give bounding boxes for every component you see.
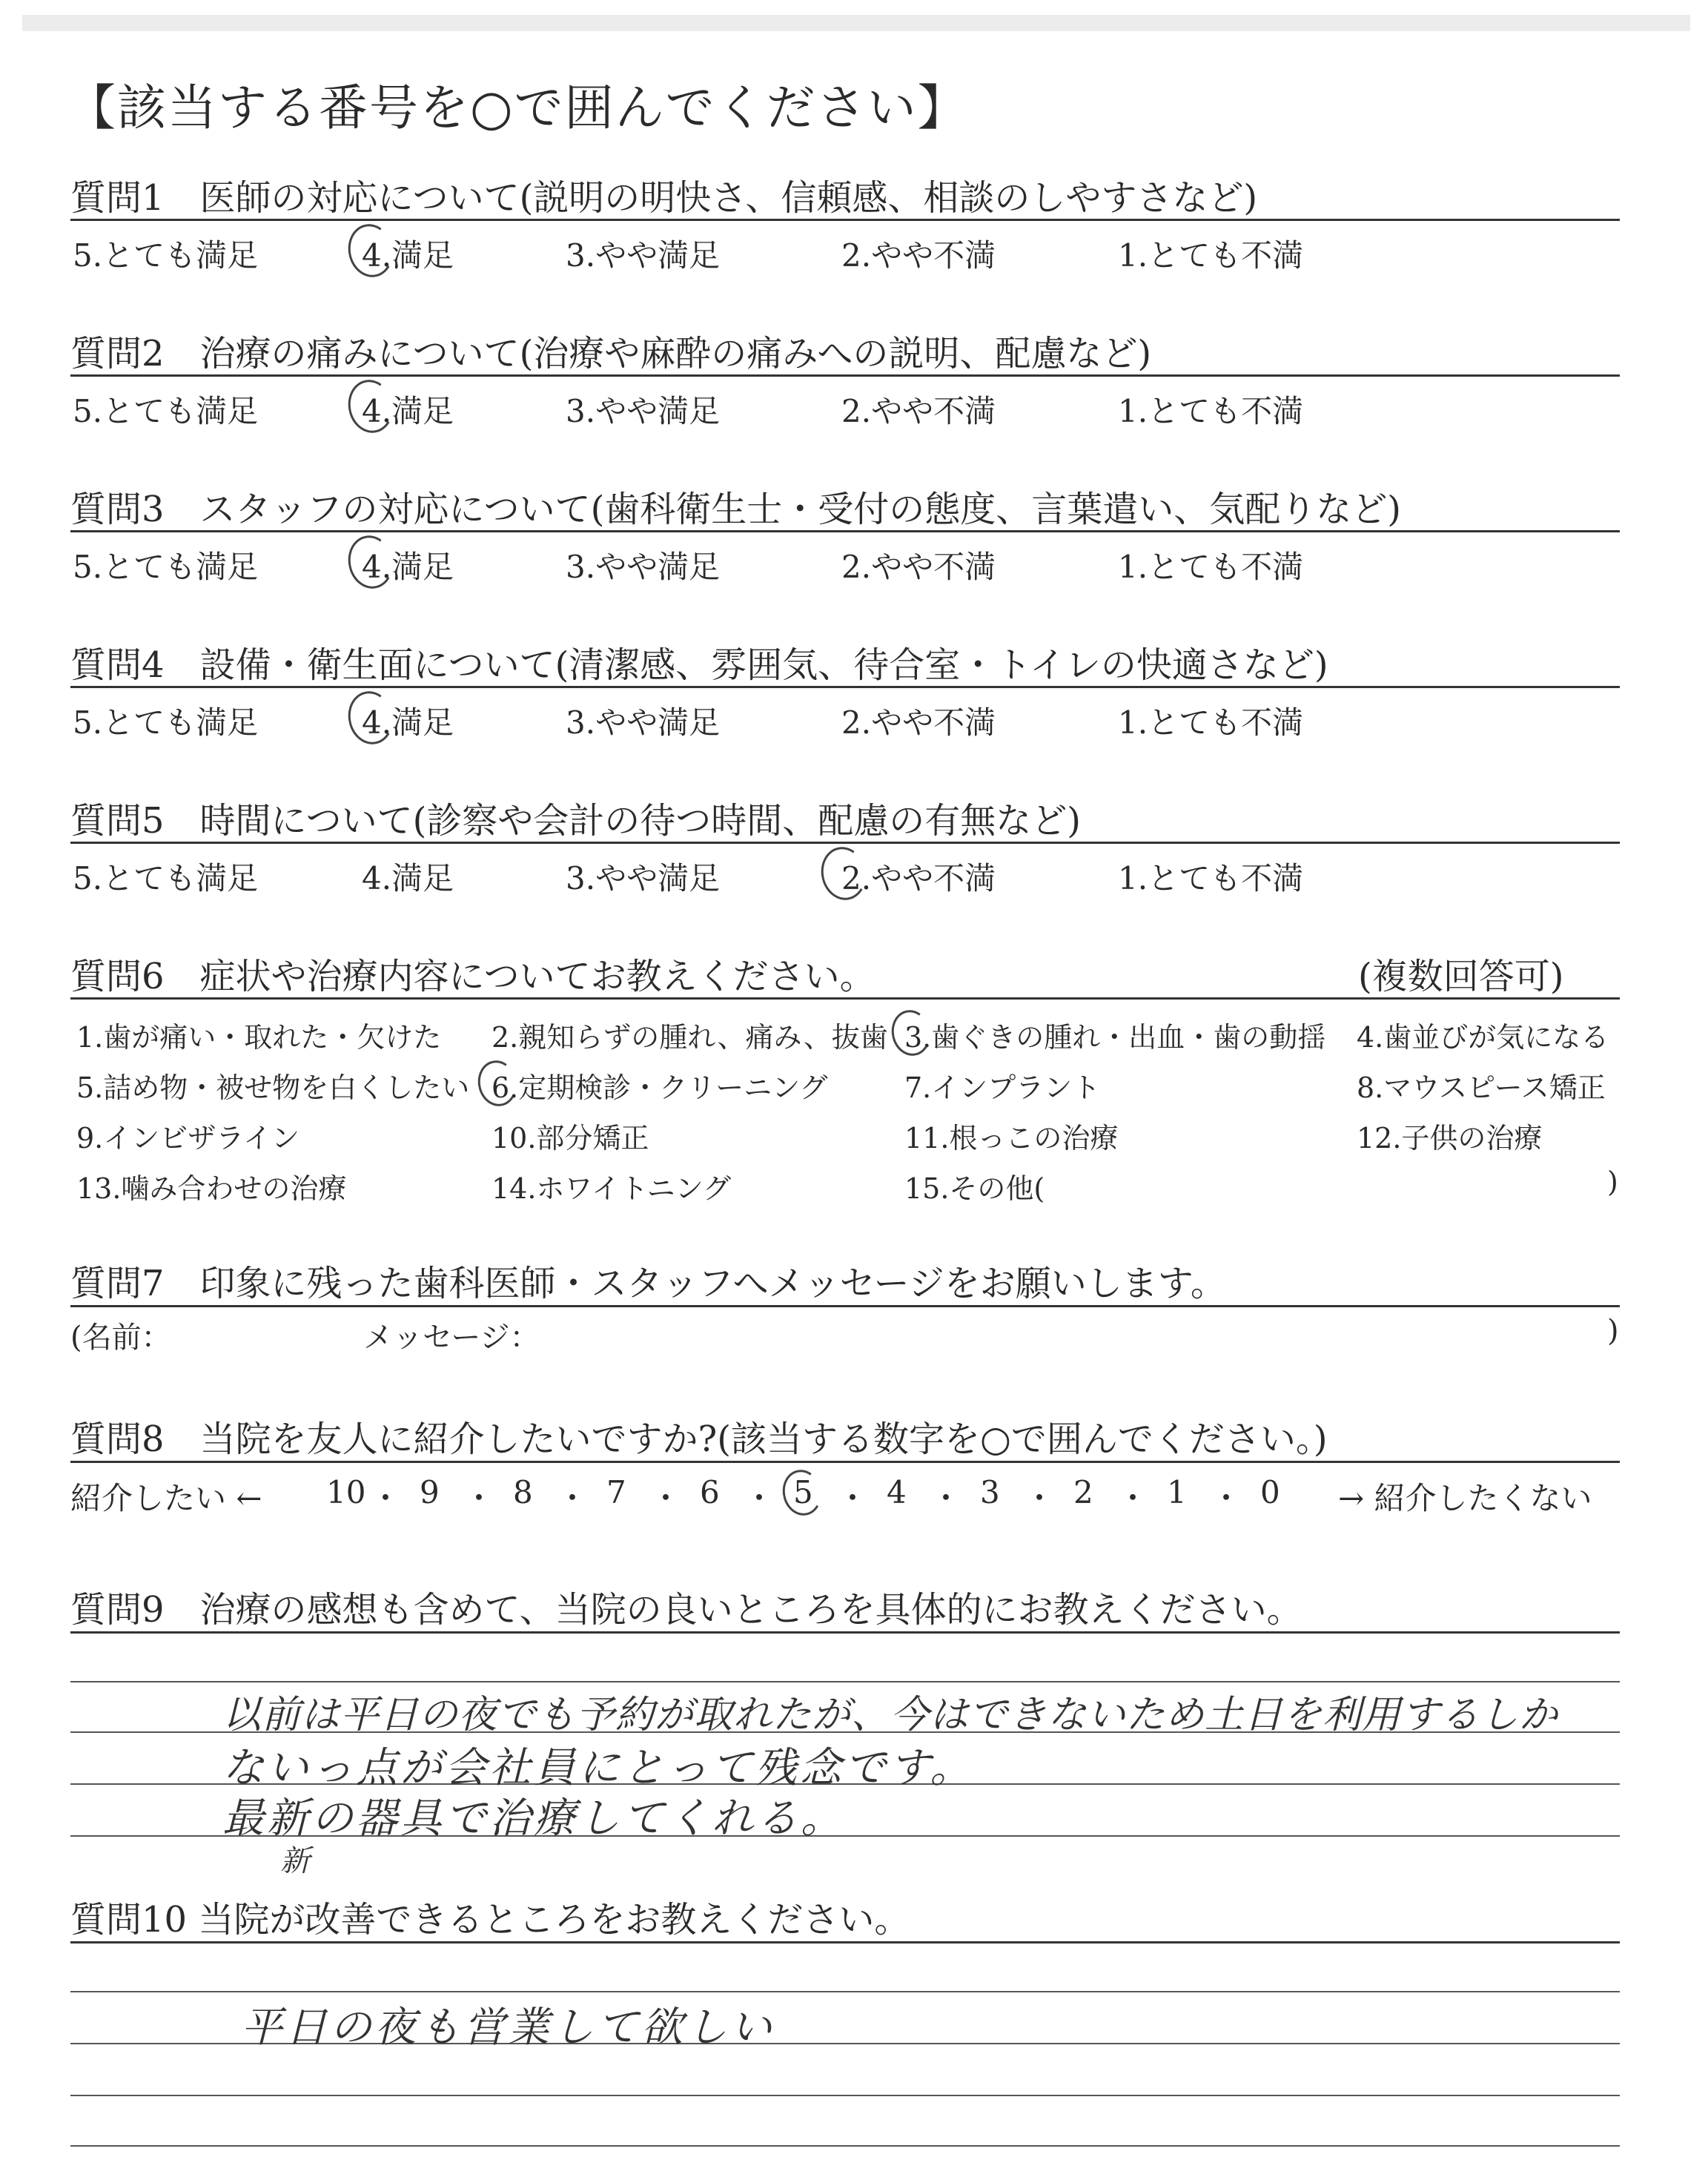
q4-option-4[interactable]: 4.満足 [362, 704, 454, 741]
multiple-answers-note: (複数回答可) [1358, 956, 1564, 997]
divider [70, 686, 1620, 688]
scale-separator-dot: ・ [1211, 1480, 1242, 1516]
q6-option-5[interactable]: 5.詰め物・被せ物を白くしたい [76, 1071, 470, 1104]
question-5-title: 質問5 時間について(診察や会計の待つ時間、配慮の有無など) [70, 800, 1082, 842]
other-close-paren: ) [1607, 1166, 1618, 1198]
q1-option-3[interactable]: 3.やや満足 [566, 237, 721, 274]
q5-option-5[interactable]: 5.とても満足 [73, 860, 259, 896]
q1-option-5[interactable]: 5.とても満足 [73, 237, 259, 274]
q1-option-2[interactable]: 2.やや不満 [841, 237, 996, 274]
handwritten-answer-line: ないっ点が会社員にとって残念です。 [222, 1744, 975, 1792]
recommend-score-0[interactable]: 0 [1260, 1474, 1280, 1510]
q5-option-1[interactable]: 1.とても不満 [1118, 860, 1304, 896]
divider [70, 997, 1620, 1000]
selection-circle [778, 1466, 826, 1519]
scale-separator-dot: ・ [650, 1480, 682, 1516]
recommend-score-3[interactable]: 3 [980, 1474, 1000, 1510]
message-label: メッセージ： [363, 1321, 540, 1355]
scale-separator-dot: ・ [930, 1480, 962, 1516]
q3-option-4[interactable]: 4.満足 [362, 549, 454, 585]
divider [70, 1631, 1620, 1634]
q6-option-9[interactable]: 9.インビザライン [76, 1122, 300, 1155]
divider [70, 1461, 1620, 1463]
divider [70, 374, 1620, 377]
close-paren: ) [1607, 1314, 1619, 1348]
question-9-title: 質問9 治療の感想も含めて、当院の良いところを具体的にお教えください。 [70, 1589, 1302, 1631]
q1-option-4[interactable]: 4.満足 [362, 237, 454, 274]
divider [70, 1941, 1620, 1943]
q2-option-5[interactable]: 5.とても満足 [73, 393, 259, 429]
recommend-score-8[interactable]: 8 [513, 1474, 533, 1510]
q6-option-11[interactable]: 11.根っこの治療 [904, 1122, 1119, 1155]
name-label: (名前： [70, 1321, 171, 1355]
q6-option-10[interactable]: 10.部分矯正 [491, 1122, 649, 1155]
scale-separator-dot: ・ [837, 1480, 869, 1516]
question-3-title: 質問3 スタッフの対応について(歯科衛生士・受付の態度、言葉遣い、気配りなど) [70, 489, 1402, 530]
recommend-score-10[interactable]: 10 [326, 1474, 366, 1510]
recommend-label: 紹介したい ← [70, 1480, 262, 1516]
q2-option-3[interactable]: 3.やや満足 [566, 393, 721, 429]
q4-option-2[interactable]: 2.やや不満 [841, 704, 996, 741]
recommend-score-5[interactable]: 5 [793, 1474, 813, 1510]
q3-option-1[interactable]: 1.とても不満 [1118, 549, 1304, 585]
q6-option-6[interactable]: 6.定期検診・クリーニング [491, 1071, 828, 1104]
scale-separator-dot: ・ [1024, 1480, 1056, 1516]
scale-separator-dot: ・ [1117, 1480, 1149, 1516]
answer-line [70, 1991, 1620, 1992]
q6-option-13[interactable]: 13.噛み合わせの治療 [76, 1172, 347, 1205]
recommend-score-4[interactable]: 4 [887, 1474, 907, 1510]
answer-line [70, 2145, 1620, 2147]
recommend-score-7[interactable]: 7 [606, 1474, 626, 1510]
q2-option-4[interactable]: 4.満足 [362, 393, 454, 429]
q6-option-12[interactable]: 12.子供の治療 [1357, 1122, 1543, 1155]
q2-option-1[interactable]: 1.とても不満 [1118, 393, 1304, 429]
q5-option-4[interactable]: 4.満足 [362, 860, 454, 896]
q1-option-1[interactable]: 1.とても不満 [1118, 237, 1304, 274]
recommend-score-6[interactable]: 6 [700, 1474, 720, 1510]
q4-option-1[interactable]: 1.とても不満 [1118, 704, 1304, 741]
divider [70, 530, 1620, 532]
q6-option-2[interactable]: 2.親知らずの腫れ、痛み、抜歯 [491, 1021, 888, 1054]
q6-option-15[interactable]: 15.その他( [904, 1172, 1045, 1205]
question-6-title: 質問6 症状や治療内容についてお教えください。 [70, 956, 875, 997]
scan-edge [22, 15, 1690, 31]
question-8-title: 質問8 当院を友人に紹介したいですか?(該当する数字を○で囲んでください。) [70, 1418, 1328, 1460]
question-4-title: 質問4 設備・衛生面について(清潔感、雰囲気、待合室・トイレの快適さなど) [70, 644, 1328, 686]
divider [70, 1305, 1620, 1307]
scale-separator-dot: ・ [463, 1480, 495, 1516]
not-recommend-label: → 紹介したくない [1338, 1480, 1592, 1516]
recommend-score-1[interactable]: 1 [1167, 1474, 1187, 1510]
page-title: 【該当する番号を○で囲んでください】 [67, 79, 968, 136]
handwritten-insertion: 新 [280, 1844, 313, 1878]
q6-option-7[interactable]: 7.インプラント [904, 1071, 1101, 1104]
scale-separator-dot: ・ [557, 1480, 589, 1516]
q6-option-8[interactable]: 8.マウスピース矯正 [1357, 1071, 1606, 1104]
divider [70, 842, 1620, 844]
handwritten-answer-line: 最新の器具で治療してくれる。 [222, 1794, 845, 1843]
q3-option-3[interactable]: 3.やや満足 [566, 549, 721, 585]
question-2-title: 質問2 治療の痛みについて(治療や麻酔の痛みへの説明、配慮など) [70, 333, 1152, 374]
q5-option-2[interactable]: 2.やや不満 [841, 860, 996, 896]
q4-option-3[interactable]: 3.やや満足 [566, 704, 721, 741]
q5-option-3[interactable]: 3.やや満足 [566, 860, 721, 896]
question-10-title: 質問10 当院が改善できるところをお教えください。 [70, 1899, 910, 1941]
q6-option-3[interactable]: 3.歯ぐきの腫れ・出血・歯の動揺 [904, 1021, 1326, 1054]
handwritten-answer-line: 平日の夜も営業して欲しい [241, 2004, 775, 2052]
q3-option-2[interactable]: 2.やや不満 [841, 549, 996, 585]
question-1-title: 質問1 医師の対応について(説明の明快さ、信頼感、相談のしやすさなど) [70, 177, 1258, 219]
q2-option-2[interactable]: 2.やや不満 [841, 393, 996, 429]
divider [70, 219, 1620, 221]
recommend-score-2[interactable]: 2 [1073, 1474, 1093, 1510]
question-7-title: 質問7 印象に残った歯科医師・スタッフへメッセージをお願いします。 [70, 1263, 1226, 1304]
scale-separator-dot: ・ [744, 1480, 775, 1516]
q6-option-14[interactable]: 14.ホワイトニング [491, 1172, 732, 1205]
q3-option-5[interactable]: 5.とても満足 [73, 549, 259, 585]
handwritten-answer-line: 以前は平日の夜でも予約が取れたが、今はできないため土日を利用するしか [222, 1693, 1559, 1737]
q6-option-1[interactable]: 1.歯が痛い・取れた・欠けた [76, 1021, 442, 1054]
q4-option-5[interactable]: 5.とても満足 [73, 704, 259, 741]
scale-separator-dot: ・ [370, 1480, 402, 1516]
answer-line [70, 1681, 1620, 1682]
q6-option-4[interactable]: 4.歯並びが気になる [1357, 1021, 1609, 1054]
recommend-score-9[interactable]: 9 [420, 1474, 440, 1510]
answer-line [70, 2095, 1620, 2096]
